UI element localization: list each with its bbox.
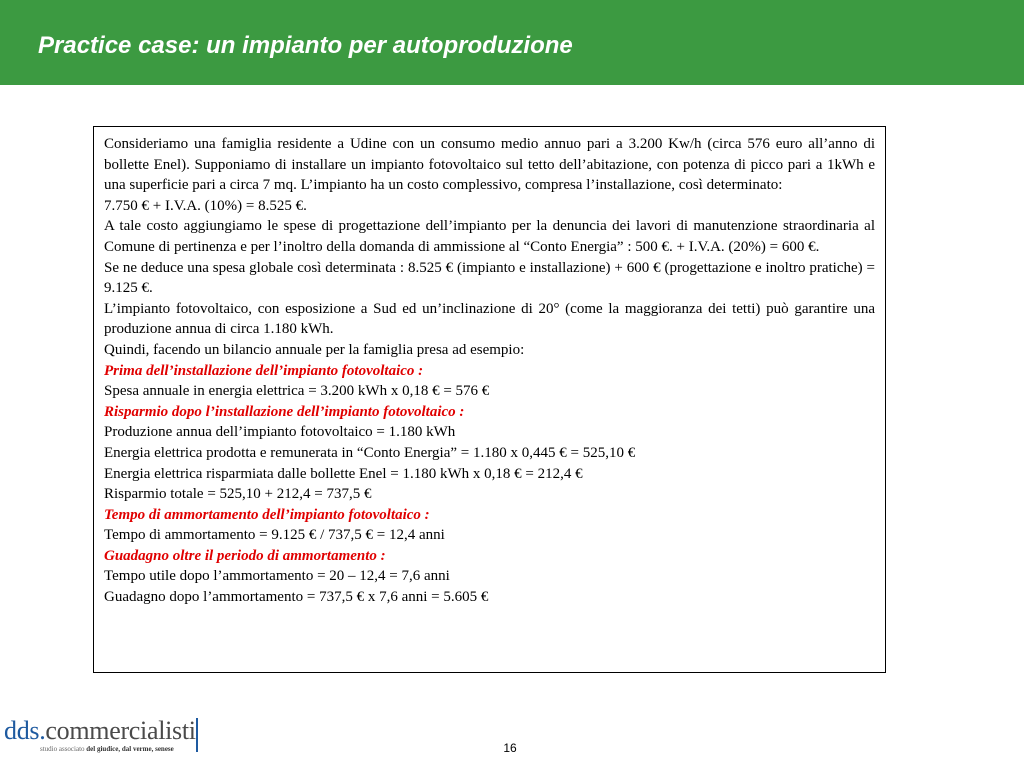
content-box [93, 126, 886, 673]
body-paragraph: Consideriamo una famiglia residente a Udine con un consumo medio annuo pari a 3.200 Kw/h (circa 576 euro all’anno di bollette Enel). Supponiamo di installare un impianto fotovoltaico sul tetto dell’abitazione, con potenza di picco pari a 1kWh e una superficie pari a circa 7 mq. L’impianto ha un costo complessivo, compresa l’installazione, così determinato: [104, 136, 875, 194]
logo-brand-name: commercialisti [45, 716, 196, 745]
logo-tagline [40, 745, 174, 754]
body-paragraph: Energia elettrica prodotta e remunerata in “Conto Energia” = 1.180 x 0,445 € = 525,10 € [104, 444, 636, 461]
body-paragraph: Tempo di ammortamento = 9.125 € / 737,5 € = 12,4 anni [104, 527, 445, 544]
section-heading: Guadagno oltre il periodo di ammortamento : [104, 547, 386, 564]
section-heading: Tempo di ammortamento dell’impianto fotovoltaico : [104, 506, 430, 523]
body-paragraph: Produzione annua dell’impianto fotovoltaico = 1.180 kWh [104, 424, 456, 441]
body-paragraph: Tempo utile dopo l’ammortamento = 20 – 12,4 = 7,6 anni [104, 568, 450, 585]
section-heading: Prima dell’installazione dell’impianto fotovoltaico : [104, 362, 424, 379]
body-paragraph: 7.750 € + I.V.A. (10%) = 8.525 €. [104, 197, 307, 214]
body-paragraph: Guadagno dopo l’ammortamento = 737,5 € x 7,6 anni = 5.605 € [104, 589, 489, 606]
body-paragraph: Se ne deduce una spesa globale così determinata : 8.525 € (impianto e installazione) + 600 € (progettazione e inoltro pratiche) = 9.125 €. [104, 259, 875, 297]
body-paragraph: Quindi, facendo un bilancio annuale per la famiglia presa ad esempio: [104, 341, 525, 358]
slide-title: Practice case: un impianto per autoproduzione [38, 32, 573, 59]
logo-wordmark [4, 716, 196, 746]
body-paragraph: Energia elettrica risparmiata dalle bollette Enel = 1.180 kWh x 0,18 € = 212,4 € [104, 465, 583, 482]
page-number: 16 [503, 741, 517, 755]
logo-divider [196, 718, 198, 752]
title-bar [0, 0, 1024, 85]
logo-tagline-lead: studio associato [40, 745, 85, 753]
section-heading: Risparmio dopo l’installazione dell’impianto fotovoltaico : [104, 403, 465, 420]
company-logo [4, 716, 204, 756]
body-paragraph: Risparmio totale = 525,10 + 212,4 = 737,5 € [104, 486, 372, 503]
body-paragraph: L’impianto fotovoltaico, con esposizione a Sud ed un’inclinazione di 20° (come la maggioranza dei tetti) può garantire una produzione annua di circa 1.180 kWh. [104, 300, 875, 338]
logo-prefix: dds. [4, 716, 46, 745]
body-paragraph: Spesa annuale in energia elettrica = 3.200 kWh x 0,18 € = 576 € [104, 383, 490, 400]
body-paragraph: A tale costo aggiungiamo le spese di progettazione dell’impianto per la denuncia dei lavori di manutenzione straordinaria al Comune di pertinenza e per l’inoltro della domanda di ammissione al “Conto Energia” : 500 €. + I.V.A. (20%) = 600 €. [104, 218, 875, 255]
logo-tagline-names: del giudice, dal verme, senese [86, 745, 174, 753]
